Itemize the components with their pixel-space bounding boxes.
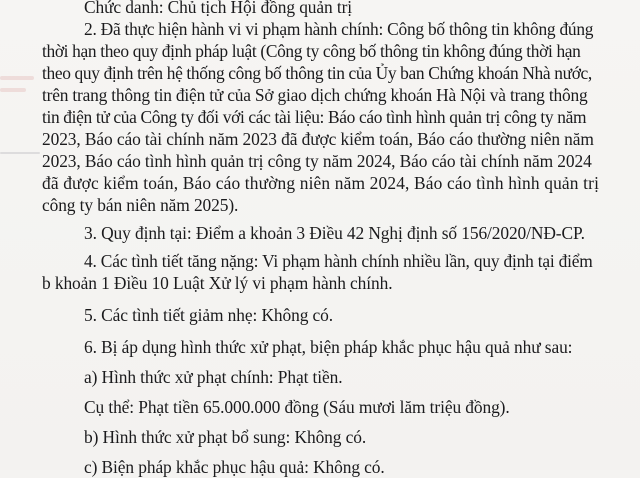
section-2-line: đã được kiểm toán, Báo cáo thường niên năm 2024, Báo cáo tình hình quản trị	[42, 173, 600, 193]
section-2-line: trên trang thông tin điện tử của Sở giao dịch chứng khoán Hà Nội và trang thông	[42, 85, 588, 105]
faint-stamp-mark	[0, 88, 26, 92]
penalty-main: a) Hình thức xử phạt chính: Phạt tiền.	[84, 367, 343, 387]
section-6: 6. Bị áp dụng hình thức xử phạt, biện pháp khắc phục hậu quả như sau:	[84, 337, 573, 357]
job-title-line: Chức danh: Chủ tịch Hội đồng quản trị	[84, 0, 353, 17]
section-2-line: công ty bán niên năm 2025).	[42, 195, 239, 215]
section-2-line: theo quy định trên hệ thống công bố thông tin của Ủy ban Chứng khoán Nhà nước,	[42, 63, 592, 83]
section-2-line: 2023, Báo cáo tình hình quản trị công ty năm 2024, Báo cáo tài chính năm 2024	[42, 151, 592, 171]
penalty-detail: Cụ thể: Phạt tiền 65.000.000 đồng (Sáu mươi lăm triệu đồng).	[84, 397, 510, 417]
section-3: 3. Quy định tại: Điểm a khoản 3 Điều 42 Nghị định số 156/2020/NĐ-CP.	[84, 223, 585, 243]
section-2-line: 2023, Báo cáo tài chính năm 2023 đã được kiểm toán, Báo cáo thường niên năm	[42, 129, 594, 149]
section-4-line: 4. Các tình tiết tăng nặng: Vi phạm hành chính nhiều lần, quy định tại điểm	[84, 251, 593, 271]
section-2-line: thời hạn theo quy định pháp luật (Công ty công bố thông tin không đúng thời hạn	[42, 41, 581, 61]
remedial-measures: c) Biện pháp khắc phục hậu quả: Không có.	[84, 457, 385, 477]
section-5: 5. Các tình tiết giảm nhẹ: Không có.	[84, 305, 333, 325]
penalty-additional: b) Hình thức xử phạt bổ sung: Không có.	[84, 427, 367, 447]
faint-stamp-mark	[0, 76, 34, 80]
section-2-line: 2. Đã thực hiện hành vi vi phạm hành chính: Công bố thông tin không đúng	[84, 19, 594, 39]
faint-margin-line	[0, 152, 40, 154]
section-2-line: tin điện tử của Công ty đối với các tài liệu: Báo cáo tình hình quản trị công ty năm	[42, 107, 587, 127]
section-4-line: b khoản 1 Điều 10 Luật Xử lý vi phạm hành chính.	[42, 273, 393, 293]
